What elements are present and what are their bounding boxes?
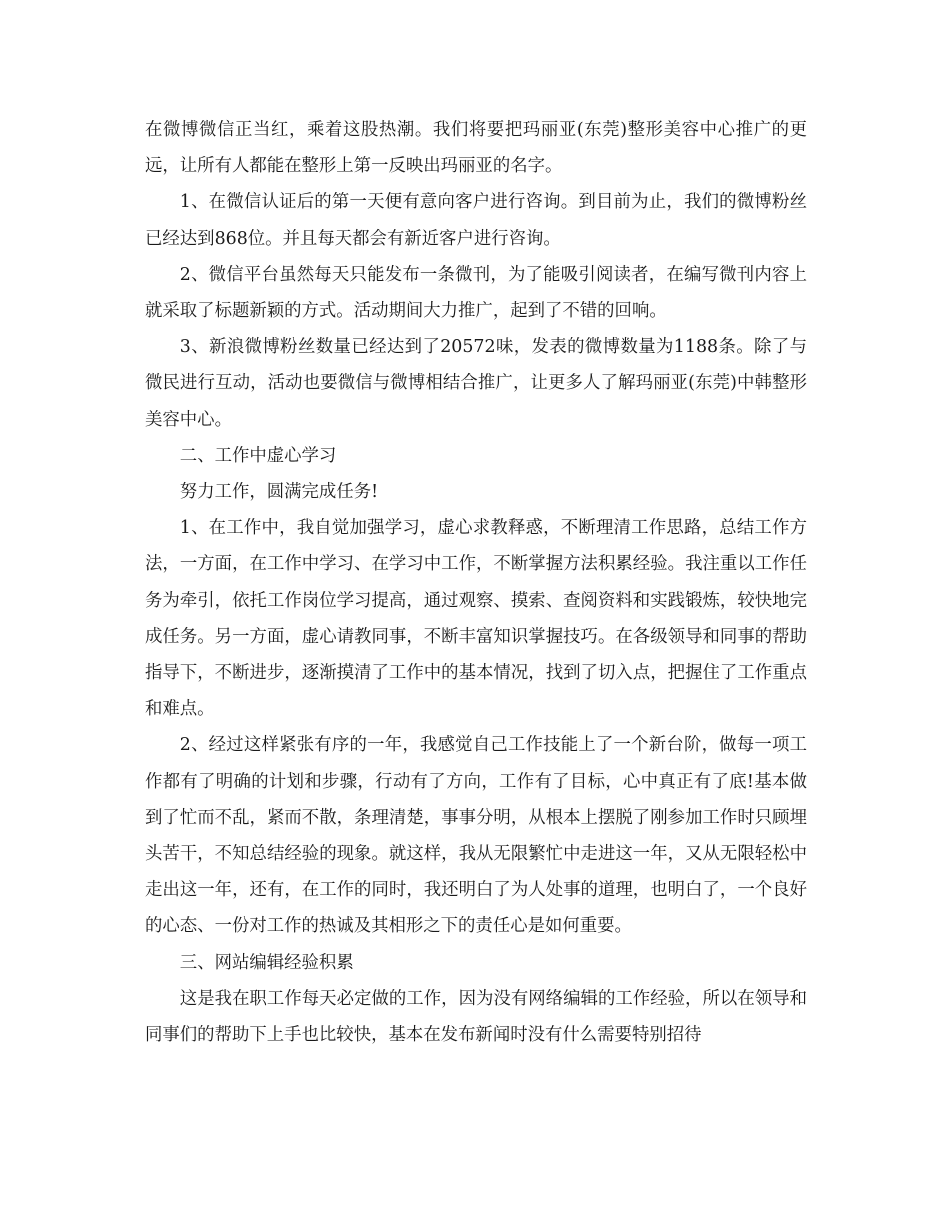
paragraph-wechat-publish: 2、微信平台虽然每天只能发布一条微刊，为了能吸引阅读者，在编写微刊内容上就采取了标题新颖的方式。活动期间大力推广，起到了不错的回响。: [145, 264, 807, 322]
document-body: [145, 112, 807, 1053]
section-heading-learning: 二、工作中虚心学习: [179, 445, 337, 466]
paragraph-editing: 这是我在职工作每天必定做的工作，因为没有网络编辑的工作经验，所以在领导和同事们的帮助下上手也比较快，基本在发布新闻时没有什么需要特别招待: [145, 988, 807, 1046]
section-heading-editing: 三、网站编辑经验积累: [179, 952, 354, 973]
paragraph-weibo-fans: 3、新浪微博粉丝数量已经达到了20572味，发表的微博数量为1188条。除了与微民进行互动，活动也要微信与微博相结合推广，让更多人了解玛丽亚(东莞)中韩整形美容中心。: [145, 337, 807, 430]
paragraph-learning-2: 2、经过这样紧张有序的一年，我感觉自己工作技能上了一个新台阶，做每一项工作都有了明确的计划和步骤，行动有了方向，工作有了目标，心中真正有了底!基本做到了忙而不乱，紧而不散，条理清楚，事事分明，从根本上摆脱了刚参加工作时只顾埋头苦干，不知总结经验的现象。就这样，我从无限繁忙中走进这一年，又从无限轻松中走出这一年，还有，在工作的同时，我还明白了为人处事的道理，也明白了，一个良好的心态、一份对工作的热诚及其相形之下的责任心是如何重要。: [145, 735, 807, 937]
paragraph-wechat-consult: 1、在微信认证后的第一天便有意向客户进行咨询。到目前为止，我们的微博粉丝已经达到868位。并且每天都会有新近客户进行咨询。: [145, 192, 807, 249]
paragraph-work-hard: 努力工作，圆满完成任务!: [179, 482, 379, 503]
paragraph-intro: 在微博微信正当红，乘着这股热潮。我们将要把玛丽亚(东莞)整形美容中心推广的更远，让所有人都能在整形上第一反映出玛丽亚的名字。: [145, 120, 807, 177]
paragraph-learning-1: 1、在工作中，我自觉加强学习，虚心求教释惑，不断理清工作思路，总结工作方法，一方面，在工作中学习、在学习中工作，不断掌握方法积累经验。我注重以工作任务为牵引，依托工作岗位学习提高，通过观察、摸索、查阅资料和实践锻炼，较快地完成任务。另一方面，虚心请教同事，不断丰富知识掌握技巧。在各级领导和同事的帮助指导下，不断进步，逐渐摸清了工作中的基本情况，找到了切入点，把握住了工作重点和难点。: [145, 518, 807, 720]
